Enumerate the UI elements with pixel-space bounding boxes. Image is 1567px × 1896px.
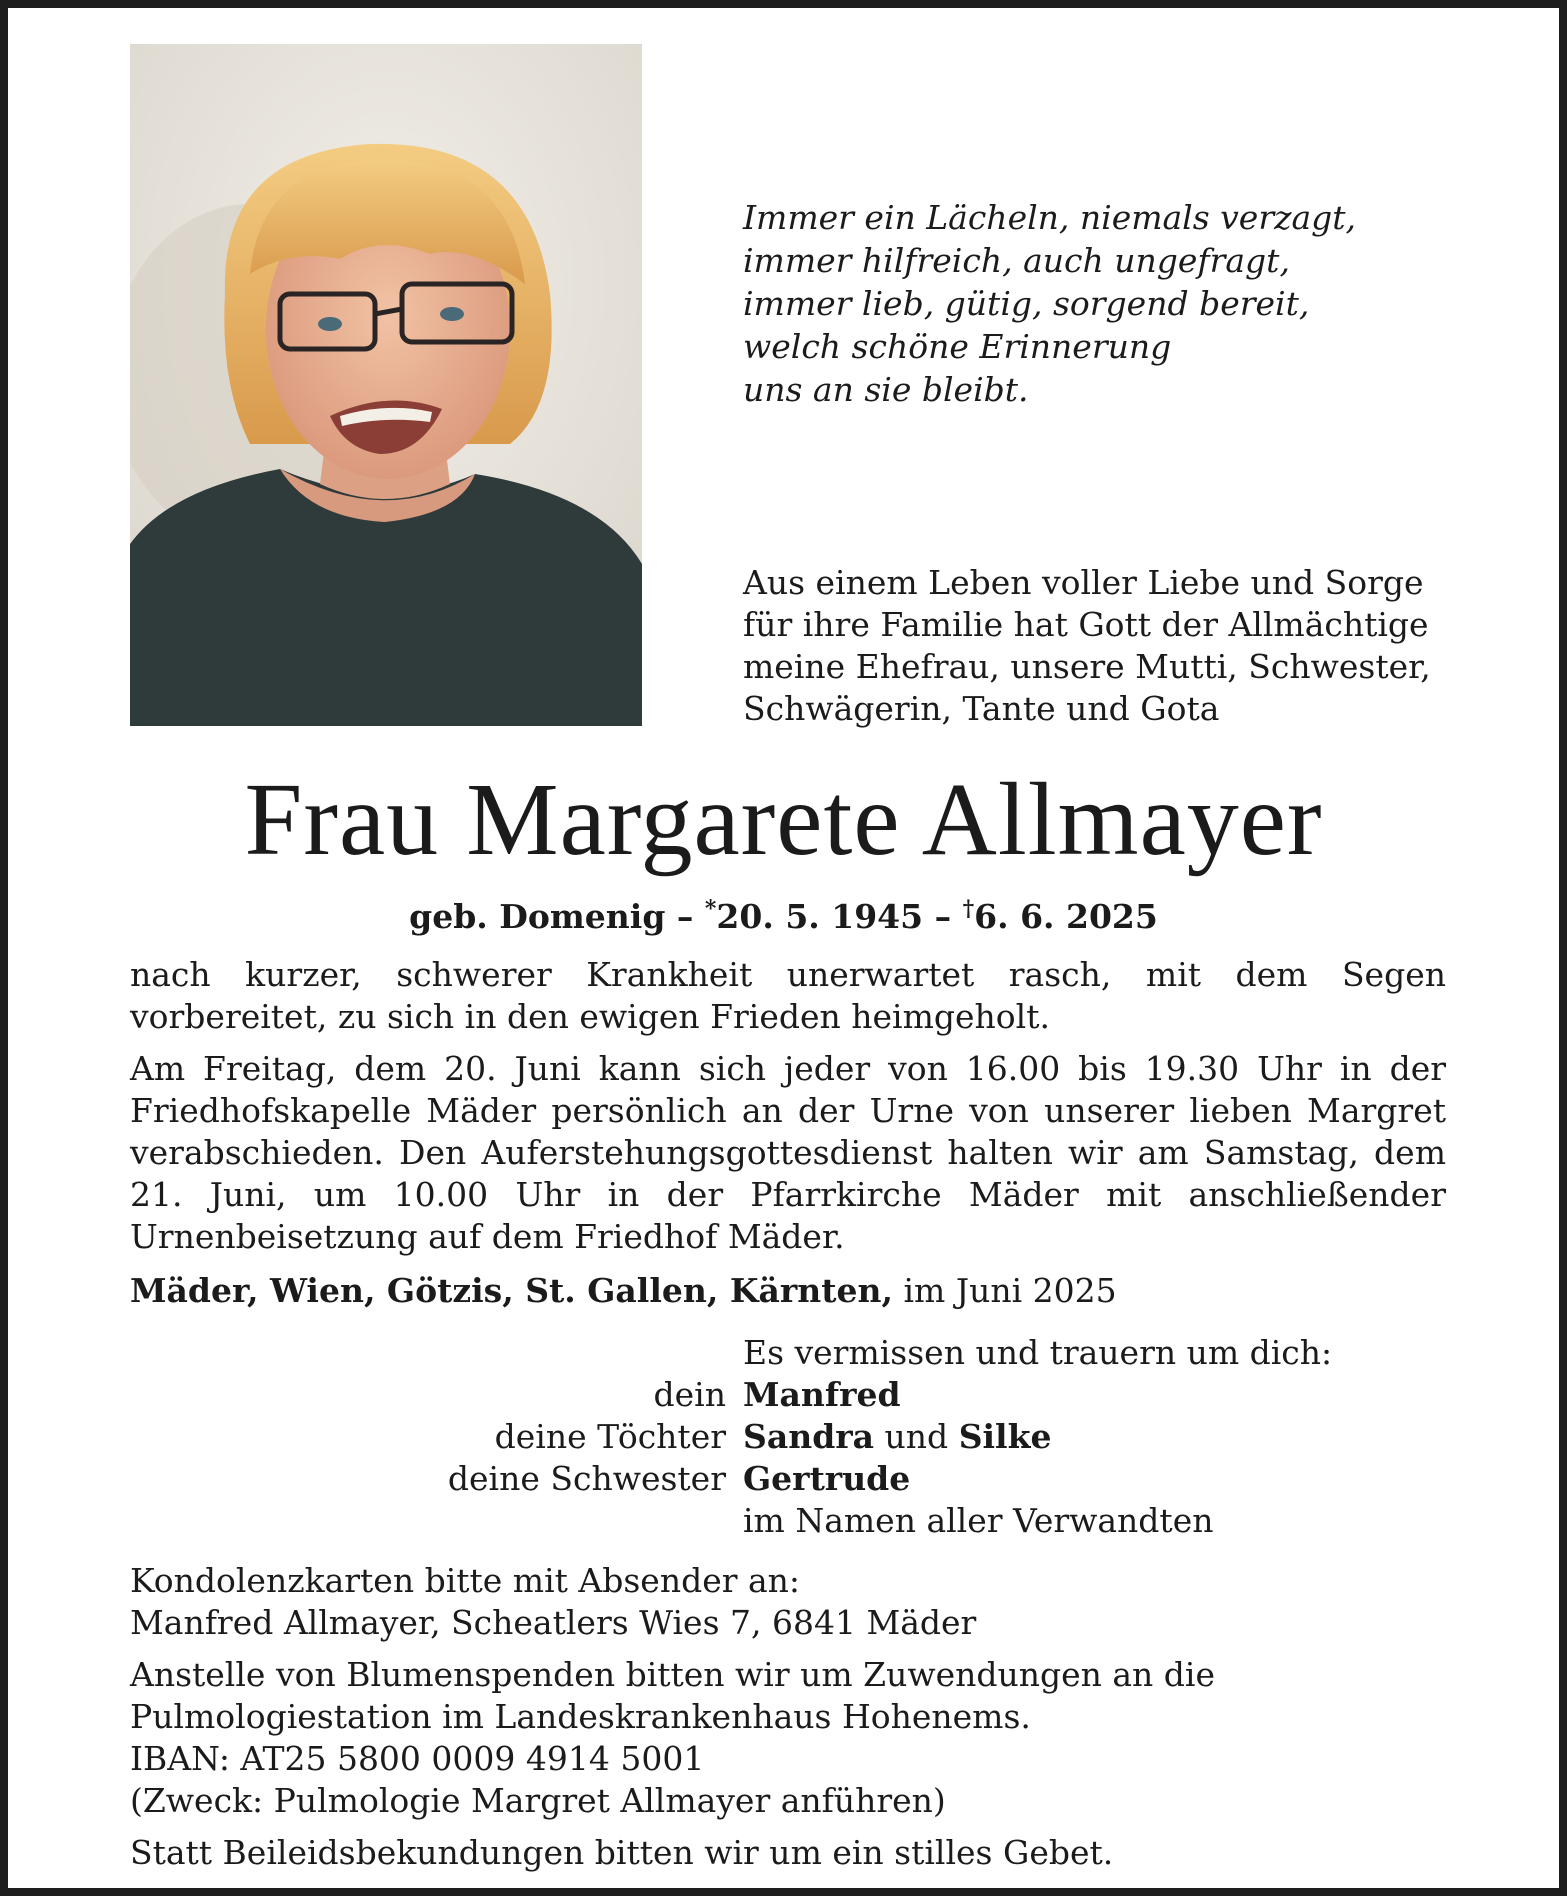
mourner-name: Sandra <box>743 1417 875 1456</box>
donation-line: Anstelle von Blumenspenden bitten wir um Zuwendungen an die <box>130 1655 1216 1694</box>
mourner-name: Silke <box>958 1417 1052 1456</box>
life-dates <box>8 888 1559 938</box>
birth-symbol: * <box>704 896 717 922</box>
condolence-line: Kondolenzkarten bitte mit Absender an: <box>130 1561 801 1600</box>
mourners-heading: Es vermissen und trauern um dich: <box>743 1333 1333 1372</box>
iban-line: IBAN: AT25 5800 0009 4914 5001 <box>130 1739 705 1778</box>
mourner-relation: dein <box>653 1375 726 1414</box>
paragraph-service: Am Freitag, dem 20. Juni kann sich jeder von 16.00 bis 19.30 Uhr in der Friedhofskapelle Mäder persönlich an der Urne von unserer lieben Margret verabschieden. Den Auferstehungsgottesdienst halten wir am Samstag, dem 21. Juni, um 10.00 Uhr in der Pfarrkirche Mäder mit anschließender Urnenbeisetzung auf dem Friedhof Mäder. <box>130 1049 1446 1256</box>
poem-line: immer lieb, gütig, sorgend bereit, <box>743 284 1310 323</box>
poem-line: uns an sie bleibt. <box>743 370 1029 409</box>
mourner-relation: deine Schwester <box>447 1459 726 1498</box>
poem-line: immer hilfreich, auch ungefragt, <box>743 241 1290 280</box>
deceased-name: Frau Margarete Allmayer <box>244 762 1323 877</box>
paragraph-passing: nach kurzer, schwerer Krankheit unerwartet rasch, mit dem Segen vorbereitet, zu sich in den ewigen Frieden heimgeholt. <box>130 955 1446 1036</box>
poem <box>743 196 1463 411</box>
mourner-name: Manfred <box>743 1375 901 1414</box>
intro-line: Schwägerin, Tante und Gota <box>743 689 1220 728</box>
places-date-line <box>130 1270 1117 1312</box>
closing-line: Statt Beileidsbekundungen bitten wir um ein stilles Gebet. <box>130 1833 1114 1872</box>
poem-line: welch schöne Erinnerung <box>743 327 1172 366</box>
donation-info <box>130 1654 1460 1822</box>
portrait-illustration <box>130 44 642 726</box>
dash: – <box>934 897 952 936</box>
maiden-name: geb. Domenig <box>409 897 666 936</box>
mourner-names <box>743 1458 910 1500</box>
places-list: Mäder, Wien, Götzis, St. Gallen, Kärnten, <box>130 1271 894 1310</box>
mourner-joiner: und <box>874 1417 959 1456</box>
death-symbol: † <box>962 896 975 922</box>
portrait-photo <box>130 44 642 726</box>
mourner-names <box>743 1416 1051 1458</box>
birth-date: 20. 5. 1945 <box>716 897 924 936</box>
dash: – <box>676 897 694 936</box>
intro-line: für ihre Familie hat Gott der Allmächtige <box>743 605 1429 644</box>
donation-line: Pulmologiestation im Landeskrankenhaus Hohenems. <box>130 1697 1031 1736</box>
condolence-address: Manfred Allmayer, Scheatlers Wies 7, 6841 Mäder <box>130 1603 977 1642</box>
mourner-names <box>743 1374 901 1416</box>
poem-line: Immer ein Lächeln, niemals verzagt, <box>743 198 1357 237</box>
intro-text <box>743 562 1463 730</box>
intro-line: meine Ehefrau, unsere Mutti, Schwester, <box>743 647 1431 686</box>
places-date: im Juni 2025 <box>893 1271 1117 1310</box>
mourner-relation: deine Töchter <box>494 1417 726 1456</box>
mourner-name: Gertrude <box>743 1459 911 1498</box>
intro-line: Aus einem Leben voller Liebe und Sorge <box>743 563 1424 602</box>
donation-purpose: (Zweck: Pulmologie Margret Allmayer anführen) <box>130 1781 946 1820</box>
mourners-footer: im Namen aller Verwandten <box>743 1501 1214 1540</box>
death-date: 6. 6. 2025 <box>974 897 1158 936</box>
condolence-info <box>130 1560 1460 1644</box>
